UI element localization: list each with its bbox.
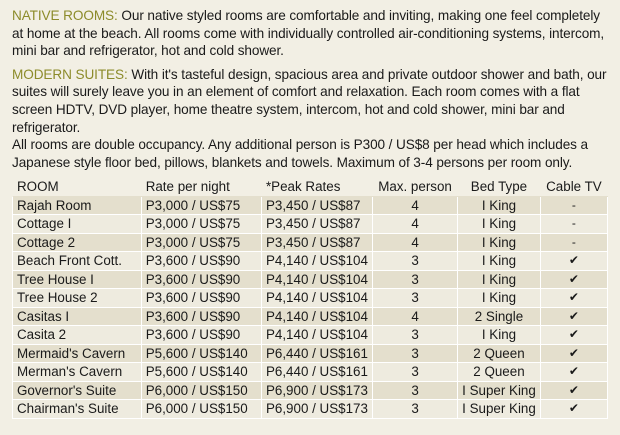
room-name: Tree House 2 — [13, 289, 142, 308]
peak-rate: P3,450 / US$87 — [261, 215, 372, 234]
header-max-person: Max. person — [372, 178, 457, 197]
header-room: ROOM — [13, 178, 142, 197]
rate-per-night: P3,000 / US$75 — [141, 196, 261, 215]
header-cable-tv: Cable TV — [540, 178, 607, 197]
rate-per-night: P5,600 / US$140 — [141, 344, 261, 363]
bed-type: I King — [458, 326, 541, 345]
rate-per-night: P6,000 / US$150 — [141, 400, 261, 419]
table-row — [13, 233, 608, 252]
bed-type: I King — [458, 289, 541, 308]
cable-tv-dash: - — [540, 233, 607, 252]
table-row — [13, 289, 608, 308]
peak-rate: P6,900 / US$173 — [261, 381, 372, 400]
peak-rate: P4,140 / US$104 — [261, 289, 372, 308]
max-person: 3 — [372, 400, 457, 419]
peak-rate: P4,140 / US$104 — [261, 270, 372, 289]
cable-tv-dash: - — [540, 196, 607, 215]
bed-type: I Super King — [458, 400, 541, 419]
cable-tv-check-icon: ✔ — [540, 252, 607, 271]
rates-table — [12, 177, 608, 419]
peak-rate: P3,450 / US$87 — [261, 233, 372, 252]
table-row — [13, 252, 608, 271]
bed-type: I King — [458, 252, 541, 271]
cable-tv-check-icon: ✔ — [540, 307, 607, 326]
max-person: 4 — [372, 233, 457, 252]
max-person: 4 — [372, 307, 457, 326]
native-rooms-heading: NATIVE ROOMS: — [12, 8, 118, 23]
max-person: 4 — [372, 215, 457, 234]
rate-per-night: P5,600 / US$140 — [141, 363, 261, 382]
bed-type: I King — [458, 270, 541, 289]
bed-type: I King — [458, 196, 541, 215]
room-name: Rajah Room — [13, 196, 142, 215]
table-row — [13, 400, 608, 419]
table-row — [13, 326, 608, 345]
peak-rate: P4,140 / US$104 — [261, 307, 372, 326]
max-person: 3 — [372, 326, 457, 345]
rate-per-night: P3,600 / US$90 — [141, 326, 261, 345]
cable-tv-check-icon: ✔ — [540, 270, 607, 289]
max-person: 4 — [372, 196, 457, 215]
bed-type: I King — [458, 233, 541, 252]
native-rooms-text: Our native styled rooms are comfortable and inviting, making one feel completely at home at the beach. All rooms come with individually controlled air-conditioning systems, intercom, mini bar and refrigerator, hot and cold shower. — [12, 8, 605, 59]
room-name: Mermaid's Cavern — [13, 344, 142, 363]
room-name: Cottage 2 — [13, 233, 142, 252]
room-name: Casitas I — [13, 307, 142, 326]
rates-table-header — [13, 178, 608, 197]
table-row — [13, 196, 608, 215]
peak-rate: P3,450 / US$87 — [261, 196, 372, 215]
max-person: 3 — [372, 363, 457, 382]
bed-type: 2 Queen — [458, 344, 541, 363]
rate-per-night: P3,000 / US$75 — [141, 215, 261, 234]
room-name: Cottage I — [13, 215, 142, 234]
header-bed-type: Bed Type — [458, 178, 541, 197]
room-name: Merman's Cavern — [13, 363, 142, 382]
room-name: Casita 2 — [13, 326, 142, 345]
max-person: 3 — [372, 289, 457, 308]
table-row — [13, 215, 608, 234]
room-name: Tree House I — [13, 270, 142, 289]
occupancy-note: All rooms are double occupancy. Any additional person is P300 / US$8 per head which includes a Japanese style floor bed, pillows, blankets and towels. Maximum of 3-4 persons per room only. — [12, 137, 588, 170]
rate-per-night: P6,000 / US$150 — [141, 381, 261, 400]
table-row — [13, 344, 608, 363]
peak-rate: P6,900 / US$173 — [261, 400, 372, 419]
native-rooms-paragraph — [12, 7, 608, 60]
bed-type: I King — [458, 215, 541, 234]
max-person: 3 — [372, 270, 457, 289]
rates-table-body — [13, 196, 608, 418]
max-person: 3 — [372, 344, 457, 363]
max-person: 3 — [372, 381, 457, 400]
rate-per-night: P3,600 / US$90 — [141, 270, 261, 289]
room-name: Chairman's Suite — [13, 400, 142, 419]
peak-rate: P4,140 / US$104 — [261, 326, 372, 345]
peak-rate: P6,440 / US$161 — [261, 344, 372, 363]
modern-suites-paragraph — [12, 66, 608, 136]
rate-per-night: P3,000 / US$75 — [141, 233, 261, 252]
rate-per-night: P3,600 / US$90 — [141, 289, 261, 308]
table-row — [13, 381, 608, 400]
room-name: Beach Front Cott. — [13, 252, 142, 271]
cable-tv-check-icon: ✔ — [540, 289, 607, 308]
modern-suites-heading: MODERN SUITES: — [12, 66, 128, 82]
rate-per-night: P3,600 / US$90 — [141, 307, 261, 326]
modern-suites-text: With it's tasteful design, spacious area and private outdoor shower and bath, our suites will surely leave you in an element of comfort and relaxation. Each room comes with a flat screen HDTV, DVD player, home theatre system, intercom, hot and cold shower, mini bar and refrigerator. — [12, 66, 607, 135]
table-row — [13, 363, 608, 382]
cable-tv-check-icon: ✔ — [540, 400, 607, 419]
cable-tv-dash: - — [540, 215, 607, 234]
room-name: Governor's Suite — [13, 381, 142, 400]
bed-type: I Super King — [458, 381, 541, 400]
max-person: 3 — [372, 252, 457, 271]
table-row — [13, 270, 608, 289]
header-peak-rate: *Peak Rates — [261, 178, 372, 197]
table-row — [13, 307, 608, 326]
bed-type: 2 Single — [458, 307, 541, 326]
bed-type: 2 Queen — [458, 363, 541, 382]
peak-rate: P6,440 / US$161 — [261, 363, 372, 382]
cable-tv-check-icon: ✔ — [540, 344, 607, 363]
cable-tv-check-icon: ✔ — [540, 326, 607, 345]
cable-tv-check-icon: ✔ — [540, 381, 607, 400]
header-rate: Rate per night — [141, 178, 261, 197]
rate-per-night: P3,600 / US$90 — [141, 252, 261, 271]
peak-rate: P4,140 / US$104 — [261, 252, 372, 271]
cable-tv-check-icon: ✔ — [540, 363, 607, 382]
